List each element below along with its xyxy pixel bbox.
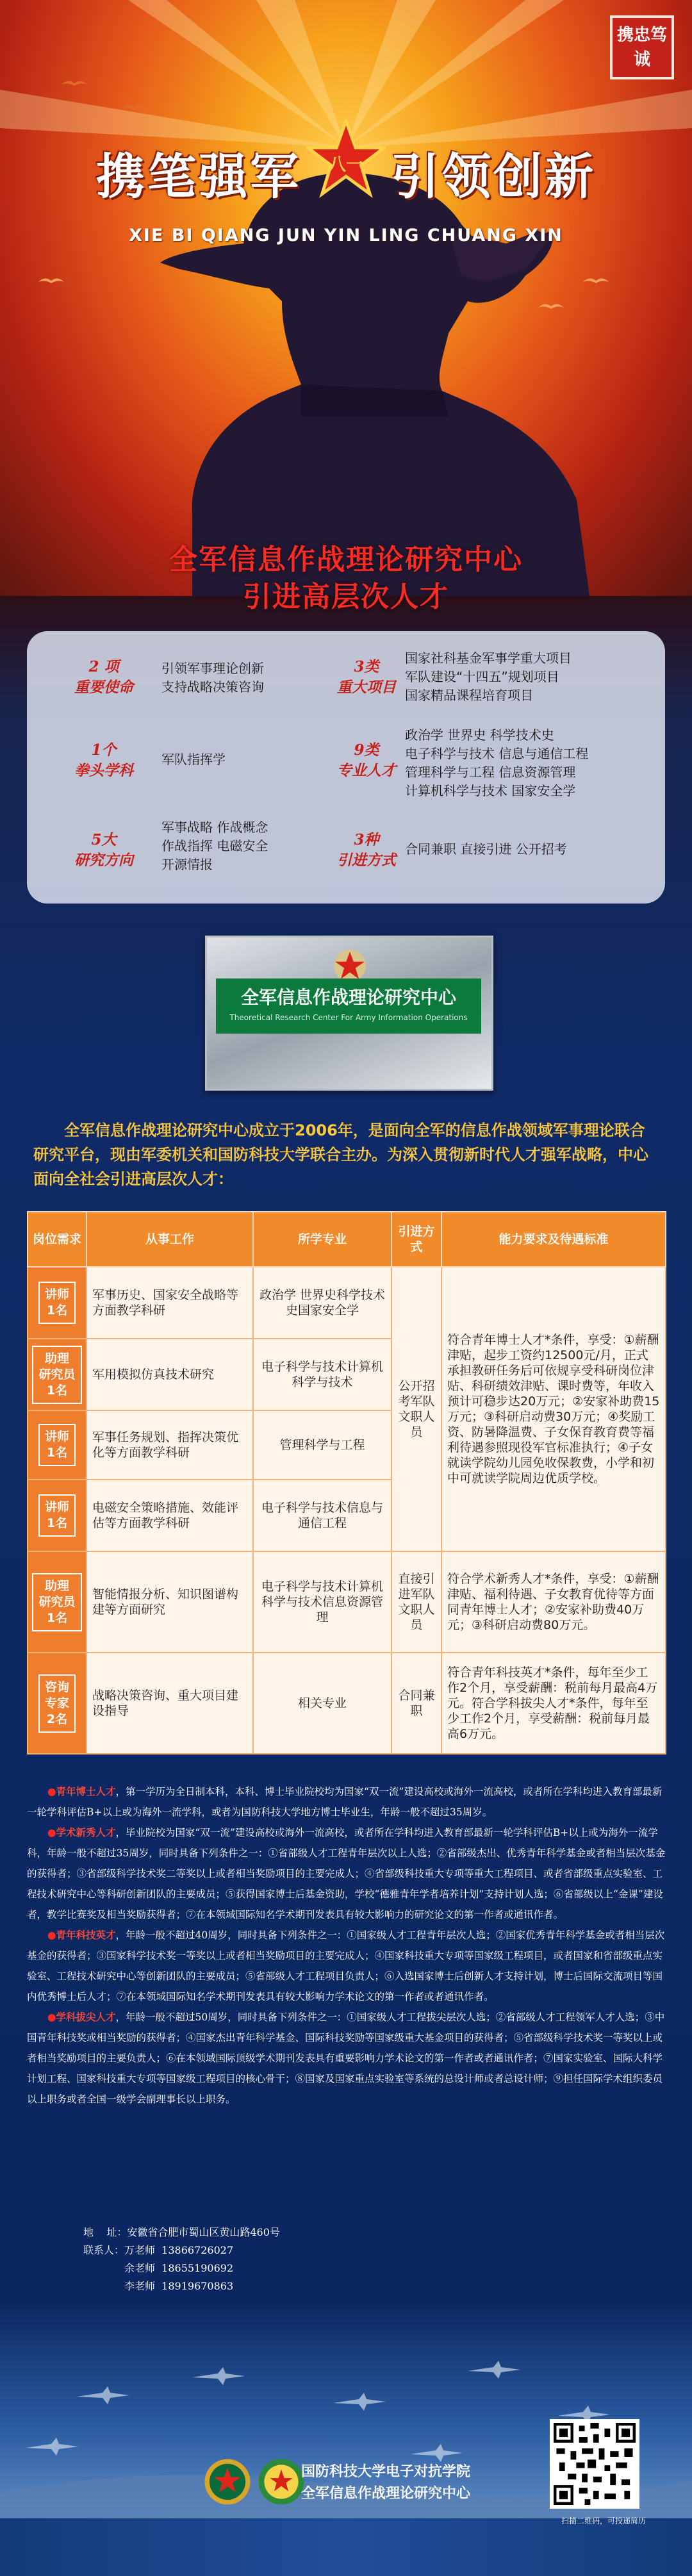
info-label-line: 3种 [354,831,379,848]
position-text: 1名 [46,1446,68,1460]
bullet-icon: ● [47,2011,56,2023]
major-cell: 相关专业 [253,1653,391,1754]
center-title [0,541,692,616]
info-text-line: 开源情报 [161,857,213,872]
hero-title-right: 引领创新 [391,148,596,205]
info-label-line: 重要使命 [74,679,133,696]
plaque-subtitle: Theoretical Research Center For Army Information Operations [229,1013,468,1022]
work-cell: 军用模拟仿真技术研究 [86,1339,253,1410]
info-label-line: 研究方向 [74,852,133,869]
position-text: 1名 [46,1610,68,1625]
criteria-paragraph [27,1822,668,1925]
info-text-line: 支持战略决策咨询 [161,679,264,695]
position-text: 2名 [46,1712,68,1726]
info-text-line: 军队建设“十四五”规划项目 [405,669,559,684]
star-emblem-icon [333,949,367,982]
criteria-title: 学术新秀人才 [56,1826,116,1838]
soldier-silhouette [0,0,692,596]
table-header: 所学专业 [253,1212,391,1267]
qr-code[interactable] [550,2419,639,2509]
university-emblem-icon [204,2458,251,2506]
criteria-text: ，第一学历为全日制本科，本科、博士毕业院校均为国家“双一流”建设高校或海外一流高校，或者所在学科均进入教育部最新一轮学科评估B+以上或为海外一流学科，或者为国防科技大学地方博士毕业生，年龄一般不超过35周岁。 [27,1786,663,1818]
info-text-directions [161,818,268,874]
position-text: 助理 [44,1351,69,1366]
bullet-icon: ● [47,1827,56,1838]
center-title-line-2: 引进高层次人才 [243,581,449,613]
info-text-line: 政治学 世界史 科学技术史 [405,727,554,743]
table-row [28,1653,666,1754]
svg-text:八一: 八一 [328,154,364,175]
criteria-text: ，年龄一般不超过40周岁，同时具备下列条件之一：①国家级人才工程青年层次人选；②国家优秀青年科学基金或者相当层次基金的获得者；③国家科学技术奖一等奖以上或者相当奖励项目的主要完成人；④国家科技重大专项等国家级工程项目，或者国家和省部级重点实验室、工程技术研究中心等创新团队的主要成员；⑤省部级人才工程项目负责人；⑥入选国家博士后创新人才支持计划，博士后国际交流项目等国内优秀博士后人才；⑦在本领域国际知名学术期刊发表具有较大影响力学术论文的第一作者或者通讯作者。 [27,1929,665,2002]
info-text-line: 合同兼职 直接引进 公开招考 [405,841,567,857]
contact-person: 联系人：万老师 13866726027 [83,2244,234,2256]
position-text: 专家 [44,1696,69,1710]
info-label-line: 拳头学科 [74,762,133,779]
table-header: 从事工作 [86,1212,253,1267]
info-text-talents [405,726,588,800]
info-label-directions [59,830,149,871]
hero-title-left: 携笔强军 [96,148,301,205]
bird-icon [583,276,609,286]
info-label-line: 引进方式 [337,852,396,869]
criteria-section [27,1781,668,2110]
position-cell [28,1267,86,1339]
major-cell: 电子科学与技术计算机科学与技术 [253,1339,391,1410]
info-label-line: 专业人才 [337,762,396,779]
info-text-discipline [161,750,226,769]
info-label-line: 9类 [354,741,379,759]
major-cell: 政治学 世界史科学技术史国家安全学 [253,1267,391,1339]
work-cell: 军事任务规划、指挥决策优化等方面教学科研 [86,1410,253,1480]
position-text: 讲师 [44,1287,69,1301]
info-text-line: 军事战略 作战概念 [161,820,268,835]
plaque-title: 全军信息作战理论研究中心 [240,987,456,1008]
info-text-projects [405,649,572,705]
bird-icon [122,103,147,113]
intro-paragraph: 全军信息作战理论研究中心成立于2006年，是面向全军的信息作战领域军事理论联合研究平台，现由军委机关和国防科技大学联合主办。为深入贯彻新时代人才强军战略，中心面向全社会引进高层次人才： [33,1121,648,1188]
center-plaque [205,936,493,1091]
qr-code-icon [554,2423,636,2505]
bullet-icon: ● [47,1786,56,1797]
positions-table [27,1211,666,1754]
red-star-icon [306,119,386,199]
position-text: 讲师 [44,1430,69,1444]
position-text: 1名 [46,1516,68,1530]
info-summary-box [27,631,665,904]
table-header-row [28,1212,666,1267]
table-row [28,1551,666,1653]
contact-person: 余老师 18655190692 [124,2262,234,2274]
work-cell: 军事历史、国家安全战略等方面教学科研 [86,1267,253,1339]
bird-icon [538,301,564,311]
info-label-talents [328,740,405,781]
position-text: 研究员 [38,1367,76,1382]
position-cell [28,1410,86,1480]
info-text-missions [161,659,264,697]
criteria-title: 青年博士人才 [56,1785,116,1797]
bullet-icon: ● [47,1929,56,1941]
work-cell: 智能情报分析、知识图谱构建等方面研究 [86,1551,253,1653]
contact-address: 地 址：安徽省合肥市蜀山区黄山路460号 [83,2226,280,2238]
info-label-line: 3类 [354,658,379,675]
criteria-title: 青年科技英才 [56,1929,116,1941]
footer-center-name: 全军信息作战理论研究中心 [301,2486,471,2502]
requirement-cell: 符合青年博士人才*条件，享受：①薪酬津贴，起步工资约12500元/月，正式承担教研任务后可依规享受科研岗位津贴、科研绩效津贴、课时费等，年收入预计可稳步达20万元；②安家补助费15万元；③科研启动费30万元；④奖励工资、防暑降温费、子女保育教育费等福利待遇参照现役军官标准执行；④子女就读学院幼儿园免收保教费，小学和初中可就读学院周边优质学校。 [441,1267,666,1551]
college-emblem-icon [258,2458,305,2506]
table-header: 能力要求及待遇标准 [441,1212,666,1267]
requirement-cell: 符合学术新秀人才*条件，享受：①薪酬津贴、福利待遇、子女教育优待等方面同青年博士人才；②安家补助费40万元；③科研启动费80万元。 [441,1551,666,1653]
criteria-paragraph [27,1925,668,2007]
info-label-line: 2 项 [88,658,119,675]
seal-stamp [610,15,674,79]
info-label-projects [328,657,405,698]
info-label-missions [59,657,149,698]
info-text-line: 作战指挥 电磁安全 [161,838,268,854]
criteria-text: ，年龄一般不超过50周岁，同时具备下列条件之一：①国家级人才工程拔尖层次人选；②省部级人才工程领军人才人选；③中国青年科技奖或相当奖励的获得者；④国家杰出青年科学基金、国际科技奖励等国家级重大基金项目的获得者；⑤省部级科学技术奖一等奖以上或者相当奖励项目的主要负责人；⑥在本领域国际顶级学术期刊发表具有重要影响力学术论文的第一作者或者通讯作者；⑦国家实验室、国际大科学计划工程、国家科技重大专项等国家级工程项目的核心骨干；⑧国家及国家重点实验室等系统的总设计师或者总设计师；⑨担任国际学术组织委员以上职务或者全国一级学会副理事长以上职务。 [27,2011,665,2105]
position-text: 研究员 [38,1594,76,1609]
seal-text: 携忠笃诚 [616,26,667,69]
contact-info [83,2224,280,2295]
major-cell: 电子科学与技术信息与通信工程 [253,1480,391,1551]
info-text-line: 引领军事理论创新 [161,661,264,676]
info-label-discipline [59,740,149,781]
position-text: 咨询 [44,1680,69,1694]
position-text: 1名 [46,1303,68,1317]
center-title-line-1: 全军信息作战理论研究中心 [169,543,523,576]
method-cell: 直接引进军队文职人员 [391,1551,441,1653]
info-text-line: 计算机科学与技术 国家安全学 [405,783,576,798]
position-text: 助理 [44,1578,69,1593]
plaque-board [216,978,481,1034]
footer-college-name: 国防科技大学电子对抗学院 [301,2464,471,2480]
info-text-line: 军队指挥学 [161,752,226,767]
criteria-title: 学科拔尖人才 [56,2011,116,2023]
position-cell [28,1339,86,1410]
bird-icon [38,276,64,286]
major-cell: 电子科学与技术计算机科学与技术信息资源管理 [253,1551,391,1653]
method-cell: 公开招考军队文职人员 [391,1267,441,1551]
table-header: 引进方式 [391,1212,441,1267]
info-text-line: 国家社科基金军事学重大项目 [405,650,572,666]
qr-caption: 扫描二维码，可投递简历 [561,2516,646,2525]
hero-banner [0,0,692,596]
footer-bar [0,2518,692,2576]
position-cell [28,1653,86,1754]
requirement-cell: 符合青年科技英才*条件，每年至少工作2个月，享受薪酬：税前每月最高4万元。符合学科拔尖人才*条件，每年至少工作2个月，享受薪酬：税前每月最高6万元。 [441,1653,666,1754]
contact-person: 李老师 18919670863 [124,2280,234,2292]
criteria-paragraph [27,2007,668,2110]
position-cell [28,1551,86,1653]
criteria-text: ，毕业院校为国家“双一流”建设高校或海外一流高校，或者所在学科均进入教育部最新一轮学科评估B+以上或为海外一流学科，年龄一般不超过35周岁，同时具备下列条件之一：①省部级人才工程青年层次以上人选；②省部级杰出、优秀青年科学基金或者相当层次基金的获得者；③省部级科学技术奖二等奖以上或者相当奖励项目的主要完成人；④省部级科技重大专项等重大工程项目、或者省部级重点实验室、工程技术研究中心等科研创新团队的主要成员；⑤获得国家博士后基金资助，学校“德雅青年学者培养计划”支持计划人选；⑥省部级以上“金课”建设者，教学比赛奖及相当奖励获得者；⑦在本领域国际知名学术期刊发表具有较大影响力的研究论文的第一作者或通讯作者。 [27,1827,666,1920]
work-cell: 战略决策咨询、重大项目建设指导 [86,1653,253,1754]
method-cell: 合同兼职 [391,1653,441,1754]
position-cell [28,1480,86,1551]
info-text-line: 国家精品课程培育项目 [405,688,533,703]
info-text-methods [405,840,567,859]
info-text-line: 电子科学与技术 信息与通信工程 [405,746,589,761]
criteria-paragraph [27,1781,668,1822]
work-cell: 电磁安全策略措施、效能评估等方面教学科研 [86,1480,253,1551]
position-text: 1名 [46,1383,68,1398]
info-text-line: 管理科学与工程 信息资源管理 [405,764,576,780]
bird-icon [62,78,87,88]
hero-pinyin: XIE BI QIANG JUN YIN LING CHUANG XIN [129,226,563,245]
major-cell: 管理科学与工程 [253,1410,391,1480]
info-label-line: 5大 [91,831,117,848]
info-label-line: 1个 [91,741,117,759]
table-header: 岗位需求 [28,1212,86,1267]
info-label-methods [328,830,405,871]
position-text: 讲师 [44,1500,69,1514]
info-label-line: 重大项目 [337,679,396,696]
table-row [28,1267,666,1339]
